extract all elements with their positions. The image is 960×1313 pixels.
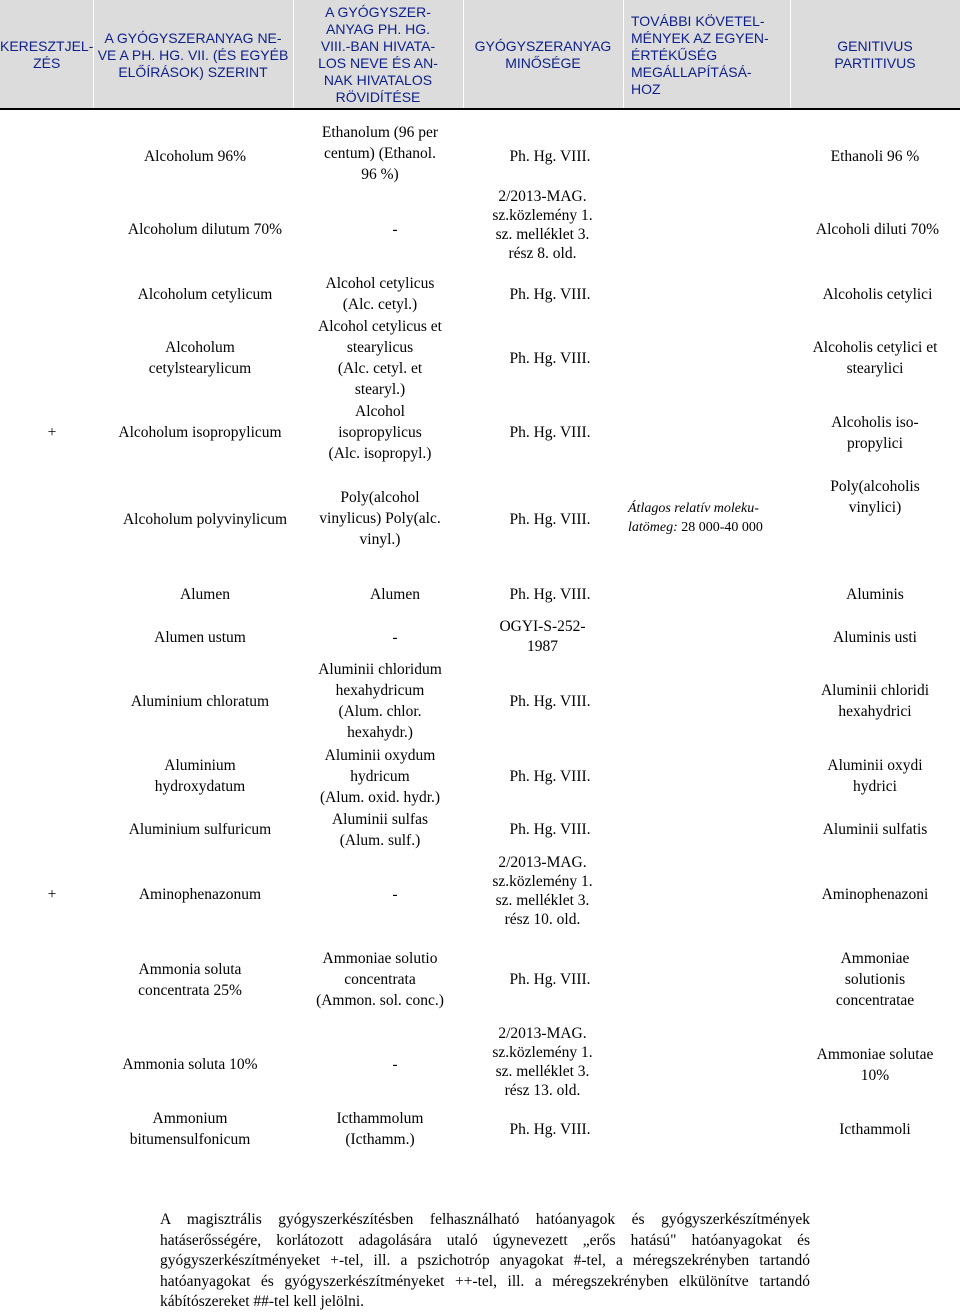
quality-ref: Ph. Hg. VIII. xyxy=(509,693,591,710)
substance-name: Alcoholum 96% xyxy=(143,148,247,165)
official-name: - xyxy=(392,221,398,238)
substance-name: Alcoholum polyvinylicum xyxy=(122,511,288,528)
header-col-requirements: TOVÁBBI KÖVETEL- MÉNYEK AZ EGYEN- ÉRTÉKŰSÉG MEGÁLLAPÍTÁSÁ- HOZ xyxy=(631,12,769,97)
strong-effect-mark: + xyxy=(47,424,57,441)
official-name: - xyxy=(392,1056,398,1073)
requirement-label: Átlagos relatív moleku- latömeg: xyxy=(628,501,759,535)
genitive-name: Icthammoli xyxy=(839,1121,911,1138)
substance-name: Alcoholum dilutum 70% xyxy=(127,221,283,238)
substance-name: Ammonia soluta 10% xyxy=(122,1056,258,1073)
quality-ref: Ph. Hg. VIII. xyxy=(509,586,591,603)
official-name: Alumen xyxy=(370,586,420,603)
requirement-value: 28 000-40 000 xyxy=(681,520,763,535)
genitive-name: Aluminis usti xyxy=(833,629,917,646)
substance-name: Alumen xyxy=(180,586,230,603)
molecular-weight-requirement xyxy=(628,499,788,537)
official-name: Ammoniae solutio concentrata (Ammon. sol. conc.) xyxy=(316,950,444,1009)
substance-name: Alcoholum cetylicum xyxy=(137,286,273,303)
strong-effect-mark: + xyxy=(47,886,57,903)
quality-ref: Ph. Hg. VIII. xyxy=(509,511,591,528)
quality-ref: Ph. Hg. VIII. xyxy=(509,1121,591,1138)
quality-ref: Ph. Hg. VIII. xyxy=(509,971,591,988)
genitive-name: Alcoholis iso- propylici xyxy=(831,414,919,452)
header-rule xyxy=(0,108,960,110)
genitive-name: Poly(alcoholis vinylici) xyxy=(830,478,920,516)
official-name: Icthammolum (Icthamm.) xyxy=(336,1110,424,1148)
genitive-name: Ethanoli 96 % xyxy=(830,148,920,165)
substance-name: Aminophenazonum xyxy=(138,886,262,903)
genitive-name: Ammoniae solutae 10% xyxy=(816,1046,934,1084)
quality-ref: Ph. Hg. VIII. xyxy=(509,286,591,303)
quality-ref: OGYI-S-252- 1987 xyxy=(499,618,586,655)
official-name: Aluminii chloridum hexahydricum (Alum. chlor. hexahydr.) xyxy=(318,661,442,741)
substance-name: Aluminium chloratum xyxy=(130,693,270,710)
quality-ref: 2/2013-MAG. sz.közlemény 1. sz. melléklet 3. rész 13. old. xyxy=(492,1025,593,1099)
official-name: Alcohol isopropylicus (Alc. isopropyl.) xyxy=(328,403,432,462)
header-col-genitive: GENITIVUS PARTITIVUS xyxy=(834,38,916,71)
quality-ref: Ph. Hg. VIII. xyxy=(509,821,591,838)
genitive-name: Aluminii chloridi hexahydrici xyxy=(820,682,930,720)
genitive-name: Alcoholis cetylici et stearylici xyxy=(812,339,938,377)
official-name: Aluminii sulfas (Alum. sulf.) xyxy=(331,811,428,849)
quality-ref: Ph. Hg. VIII. xyxy=(509,424,591,441)
substance-name: Aluminium sulfuricum xyxy=(128,821,272,838)
quality-ref: 2/2013-MAG. sz.közlemény 1. sz. melléklet 3. rész 8. old. xyxy=(492,188,593,262)
genitive-name: Alcoholis cetylici xyxy=(822,286,933,303)
substance-name: Ammonia soluta concentrata 25% xyxy=(138,961,242,999)
official-name: - xyxy=(392,886,398,903)
substance-name: Alcoholum cetylstearylicum xyxy=(148,339,252,377)
footnote: A magisztrális gyógyszerkészítésben felhasználható hatóanyagok és gyógyszerkészítmények hatáserősségére, korlátozott adagolására utaló úgynevezett „erős hatású" hatóanyagokat és gyógyszerkészítményeket +-tel, ill. a pszichotróp anyagokat #-tel, a méregszekrényben tartandó hatóanyagokat és gyógyszerkészítményeket ++-tel, ill. a méregszekrényben elkülönítve tartandó kábítószereket ##-tel kell jelölni. xyxy=(160,1211,810,1310)
official-name: Ethanolum (96 per centum) (Ethanol. 96 %) xyxy=(321,124,439,183)
quality-ref: Ph. Hg. VIII. xyxy=(509,768,591,785)
header-col-quality: GYÓGYSZERANYAG MINŐSÉGE xyxy=(474,38,612,71)
official-name: Alcohol cetylicus et stearylicus (Alc. cetyl. et stearyl.) xyxy=(318,318,442,398)
genitive-name: Ammoniae solutionis concentratae xyxy=(835,950,915,1009)
genitive-name: Alcoholi diluti 70% xyxy=(815,221,940,238)
official-name: - xyxy=(392,629,398,646)
substance-name: Alcoholum isopropylicum xyxy=(118,424,282,441)
quality-ref: Ph. Hg. VIII. xyxy=(509,350,591,367)
official-name: Alcohol cetylicus (Alc. cetyl.) xyxy=(325,275,435,313)
quality-ref: Ph. Hg. VIII. xyxy=(509,148,591,165)
header-col-official-name: A GYÓGYSZER- ANYAG PH. HG. VIII.-BAN HIVATA- LOS NEVE ÉS AN- NAK HIVATALOS RÖVIDÍTÉSE xyxy=(318,4,438,105)
genitive-name: Aminophenazoni xyxy=(821,886,929,903)
substance-name: Aluminium hydroxydatum xyxy=(154,757,246,795)
genitive-name: Aluminii sulfatis xyxy=(822,821,928,838)
official-name: Poly(alcohol vinylicus) Poly(alc. vinyl.) xyxy=(319,489,441,548)
substance-name: Ammonium bitumensulfonicum xyxy=(129,1110,251,1148)
substance-name: Alumen ustum xyxy=(154,629,246,646)
header-col-name-vii: A GYÓGYSZERANYAG NE- VE A PH. HG. VII. (ÉS EGYÉB ELŐÍRÁSOK) SZERINT xyxy=(97,29,289,80)
header-col-cross-mark: KERESZTJEL- ZÉS xyxy=(0,38,94,71)
quality-ref: 2/2013-MAG. sz.közlemény 1. sz. melléklet 3. rész 10. old. xyxy=(492,854,593,928)
official-name: Aluminii oxydum hydricum (Alum. oxid. hydr.) xyxy=(319,747,441,806)
genitive-name: Aluminii oxydi hydrici xyxy=(827,757,923,795)
genitive-name: Aluminis xyxy=(846,586,904,603)
